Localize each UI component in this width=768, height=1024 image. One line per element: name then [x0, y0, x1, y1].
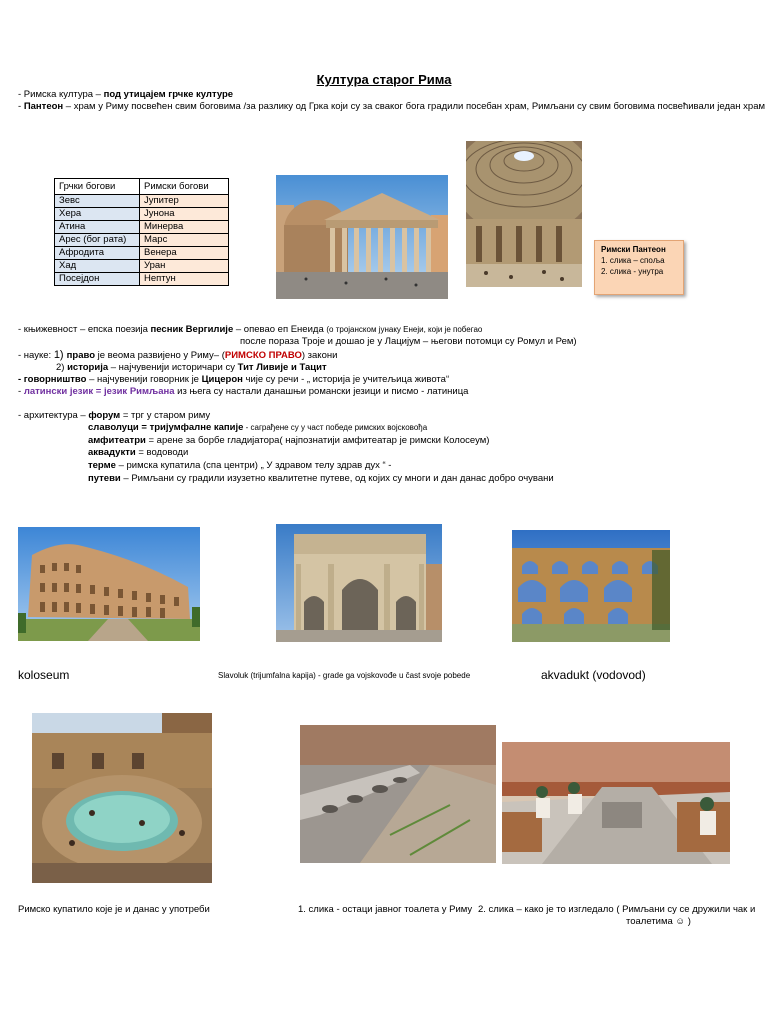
rhetoric-line: - говорништво – најчувенији говорник је Цицерон чије су речи - „ историја је учитељица живота“	[18, 374, 450, 385]
pantheon-note-line2: 2. слика - унутра	[601, 267, 664, 276]
toilet-ruins-image	[300, 725, 496, 863]
science-line: - науке: 1) право је веома развијено у Риму– (РИМСКО ПРАВО) закони	[18, 349, 338, 361]
toilet-reconstruction-caption-2: тоалетима ☺ )	[626, 916, 691, 927]
amphitheaters-line: амфитеатри = арене за борбе гладијатора( најпознатији амфитеатар је римски Колосеум)	[88, 435, 490, 446]
intro-line-2: - Пантеон – храм у Риму посвећен свим боговима /за разлику од Грка који су за сваког бога градили посебан храм, Римљани су свим боговима посвећивали један храм	[18, 101, 766, 112]
toilet-reconstruction-image	[502, 742, 730, 864]
arch-image	[276, 524, 442, 642]
pantheon-note-line1: 1. слика – споља	[601, 256, 665, 265]
toilet-ruins-caption: 1. слика - остаци јавног тоалета у Риму	[298, 904, 473, 915]
pantheon-note-title: Римски Пантеон	[601, 245, 666, 254]
pantheon-interior-image	[466, 141, 582, 287]
baths-line: терме – римска купатила (спа центри) „ У здравом телу здрав дух “ -	[88, 460, 392, 471]
colosseum-caption: koloseum	[18, 668, 70, 682]
colosseum-image	[18, 527, 200, 641]
intro-line-1: - Римска култура – под утицајем грчке културе	[18, 89, 234, 100]
literature-line: - књижевност – епска поезија песник Вергилије – опевао еп Енеида (о тројанском јунаку Енеји, који је побегао	[18, 324, 483, 335]
history-line: 2) историја – најчувенији историчари су Тит Ливије и Тацит	[56, 362, 327, 373]
gods-table	[54, 178, 229, 286]
architecture-line: - архитектура – форум = трг у старом риму	[18, 410, 211, 421]
page-title: Култура старог Рима	[316, 72, 452, 87]
table-header-row	[55, 179, 229, 195]
arch-caption: Slavoluk (trijumfalna kapija) - grade ga vojskovođe u čast svoje pobede	[218, 671, 471, 680]
table-header-roman: Римски богови	[140, 179, 229, 195]
arches-line: славолуци = тријумфалне капије - саграђене су у част победе римских војсковођа	[88, 422, 428, 433]
table-row: Хад Уран	[55, 260, 229, 273]
table-row: Атина Минерва	[55, 221, 229, 234]
bath-caption: Римско купатило које је и данас у употреби	[18, 904, 210, 915]
pantheon-exterior-image	[276, 175, 448, 299]
roads-line: путеви – Римљани су градили изузетно квалитетне путеве, од којих су многи и дан данас добро очувани	[88, 473, 554, 484]
pantheon-note	[594, 240, 684, 295]
table-row: Афродита Венера	[55, 247, 229, 260]
literature-line-2: после пораза Троје и дошао је у Лацијум – његови потомци су Ромул и Рем)	[240, 336, 577, 347]
latin-line: - латински језик = језик Римљана из њега су настали данашњи романски језици и писмо - латиница	[18, 386, 469, 397]
table-row: Арес (бог рата) Марс	[55, 234, 229, 247]
table-header-greek: Грчки богови	[55, 179, 140, 195]
table-row: Хера Јунона	[55, 208, 229, 221]
aqueduct-caption: akvadukt (vodovod)	[541, 668, 646, 682]
aqueducts-line: аквадукти = водоводи	[88, 447, 189, 458]
roman-bath-image	[32, 713, 212, 883]
aqueduct-image	[512, 530, 670, 642]
table-row: Посејдон Нептун	[55, 273, 229, 286]
toilet-reconstruction-caption-1: 2. слика – како је то изгледало ( Римљани су се дружили чак и	[478, 904, 756, 915]
table-row: Зевс Јупитер	[55, 195, 229, 208]
